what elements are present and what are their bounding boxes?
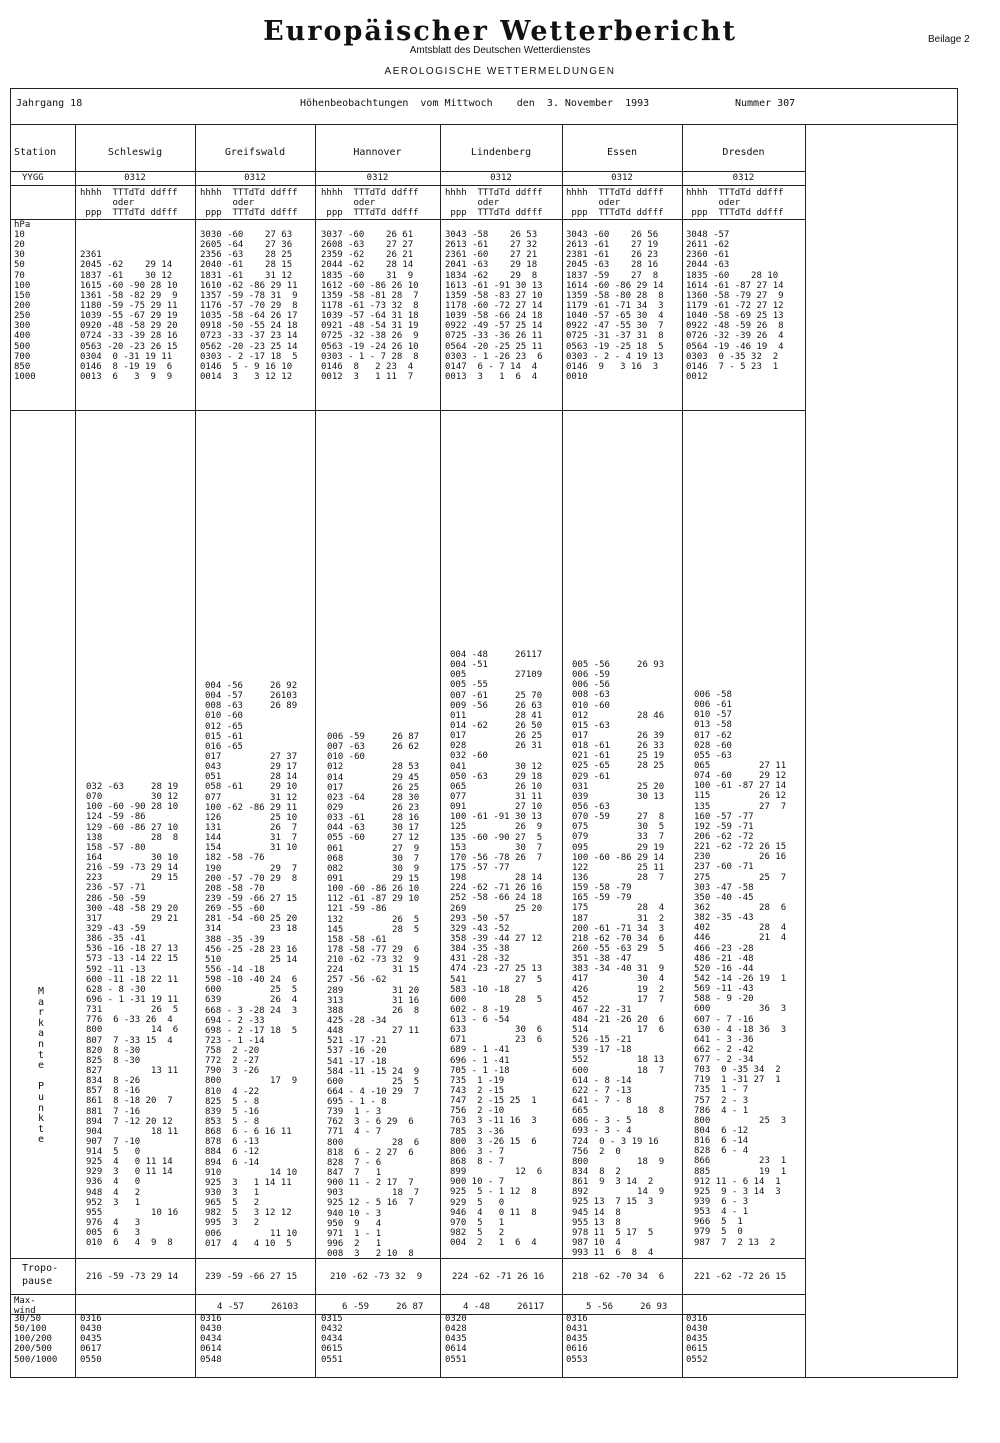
hpa-label: hPa [14,220,31,230]
tropopause-values: 224 -62 -71 26 16 [452,1272,545,1282]
maxwind-values: 4 -48 26117 [463,1302,545,1312]
column-header: hhhh TTTdTd ddfff oder ppp TTTdTd ddfff [445,188,543,219]
shear-values: 0316 0430 0435 0617 0550 [80,1314,102,1365]
rule [10,1294,805,1295]
column-header: hhhh TTTdTd ddfff oder ppp TTTdTd ddfff [566,188,664,219]
station-yygg: 0312 [490,173,512,183]
tropopause-label: Tropo- pause [22,1263,59,1287]
rule [10,410,805,411]
station-yygg: 0312 [124,173,146,183]
standard-levels: 3043 -58 26 53 2613 -61 27 32 2361 -60 27 21 2041 -63 29 18 1834 -62 29 8 1613 -61 -91 30 13 1359 -58 -83 27 10 1178 -60 -72 27 14 1039 -58 -66 24 18 0922 -49 -57 25 14 0725 -33 -36 26 11 0564 -20 -25 25 11 0303 - 1 -26 23 6 0147 6 - 7 14 4 0013 3 1 6 4 [445,230,543,382]
column-header: hhhh TTTdTd ddfff oder ppp TTTdTd ddfff [80,188,178,219]
supplement-label: Beilage 2 [928,34,970,45]
volume-label: Jahrgang 18 [16,98,83,109]
maxwind-values: 6 -59 26 87 [342,1302,424,1312]
shear-values: 0315 0432 0434 0615 0551 [321,1314,343,1365]
report-subtitle: Amtsblatt des Deutschen Wetterdienstes [409,45,591,56]
station-name: Schleswig [107,147,163,158]
shear-values: 0316 0430 0435 0615 0552 [686,1314,708,1365]
tropopause-values: 218 -62 -70 34 6 [572,1272,665,1282]
significant-points: 004 -56 26 92 004 -57 26103 008 -63 26 89 010 -60 012 -65 015 -61 016 -65 017 27 37 043 29 17 051 28 14 058 -61 29 10 077 31 12 100 -62 -86 29 11 126 25 10 131 26 7 144 31 7 154 31 10 182 -58 -76 190 29 7 200 -57 -70 29 8 208 -58 -70 239 -59 -66 27 15 269 -55 -60 281 -54 -60 25 20 314 23 18 388 -35 -39 456 -25 -28 23 16 510 25 14 556 -14 -18 598 -10 -40 24 6 600 25 5 639 26 4 668 - 3 -28 24 3 694 - 2 -33 698 - 2 -17 18 5 723 - 1 -14 758 2 -20 772 2 -27 790 3 -26 800 17 9 810 4 -22 825 5 - 8 839 5 -16 853 5 - 8 868 6 - 6 16 11 878 6 -13 884 6 -12 894 6 -14 910 14 10 925 3 1 14 11 930 3 1 965 5 2 982 5 3 12 12 995 3 2 006 11 10 017 4 4 10 5 [205,681,298,1249]
shear-values: 0320 0428 0435 0614 0551 [445,1314,467,1365]
station-name: Dresden [722,147,765,158]
column-header: hhhh TTTdTd ddfff oder ppp TTTdTd ddfff [321,188,419,219]
column-divider [805,124,806,1378]
column-header: hhhh TTTdTd ddfff oder ppp TTTdTd ddfff [686,188,784,219]
significant-points: 005 -56 26 93 006 -59 006 -56 008 -63 010 -60 012 28 46 015 -63 017 26 39 018 -61 26 33 021 -61 25 19 025 -65 28 25 029 -61 031 25 20 039 30 13 056 -63 070 -59 27 8 075 30 5 079 33 7 095 29 19 100 -60 -86 29 14 122 25 11 136 28 7 159 -58 -79 165 -59 -79 175 28 4 187 31 2 200 -61 -71 34 3 218 -62 -70 34 6 260 -55 -63 29 5 351 -38 -47 383 -34 -40 31 9 417 30 4 426 19 2 452 17 7 467 -22 -31 484 -21 -26 20 6 514 17 6 526 -15 -21 539 -17 -18 552 18 13 600 18 7 614 - 8 -14 622 - 7 -13 641 - 7 - 8 665 18 8 686 - 3 - 5 693 - 3 - 4 724 0 - 3 19 16 756 2 0 800 18 9 834 8 2 861 9 3 14 2 892 14 9 925 13 7 15 3 945 14 8 955 13 8 978 11 5 17 5 987 10 4 993 11 6 8 4 [572,660,665,1259]
station-yygg: 0312 [366,173,389,183]
rule [10,171,805,172]
tropopause-values: 210 -62 -73 32 9 [330,1272,423,1282]
column-divider [195,124,196,1378]
standard-levels: 3037 -60 26 61 2608 -63 27 27 2359 -62 26 21 2044 -62 28 14 1835 -60 31 9 1612 -60 -86 26 10 1359 -58 -81 28 7 1178 -61 -73 32 8 1039 -57 -64 31 18 0921 -48 -54 31 19 0725 -32 -38 26 9 0563 -19 -24 26 10 0303 - 1 - 7 28 8 0146 8 2 23 4 0012 3 1 11 7 [321,230,419,382]
shear-values: 0316 0430 0434 0614 0548 [200,1314,222,1365]
station-name: Essen [606,147,638,158]
significant-points: 032 -63 28 19 070 30 12 100 -60 -90 28 10 124 -59 -86 129 -60 -86 27 10 138 28 8 158 -57 -80 164 30 10 216 -59 -73 29 14 223 29 15 236 -57 -71 286 -50 -59 300 -48 -58 29 20 317 29 21 329 -43 -59 386 -35 -41 536 -16 -18 27 13 573 -13 -14 22 15 592 -11 -13 600 -11 -18 22 11 628 - 8 -30 696 - 1 -31 19 11 731 26 5 776 6 -33 26 4 800 14 6 807 7 -33 15 4 820 8 -30 825 8 -30 827 13 11 834 8 -26 857 8 -16 861 8 -18 20 7 881 7 -16 894 7 -12 20 12 904 18 11 907 7 -10 914 5 0 925 4 0 11 14 929 3 0 11 14 936 4 0 948 4 2 952 3 1 955 10 16 976 4 3 005 6 3 010 6 4 9 8 [86,782,179,1249]
pressure-levels: 10 20 30 50 70 100 150 200 250 300 400 500 700 850 1000 [14,230,36,382]
tropopause-values: 216 -59 -73 29 14 [86,1272,179,1282]
rule [10,219,805,220]
column-divider [682,124,683,1378]
standard-levels: 3048 -57 2611 -62 2360 -61 2044 -63 1835 -60 28 10 1614 -61 -87 27 14 1360 -58 -79 27 9 1179 -61 -72 27 12 1040 -58 -69 25 13 0922 -48 -59 26 8 0726 -32 -39 26 4 0564 -19 -46 19 4 0303 0 -35 32 2 0146 7 - 5 23 1 0012 [686,230,784,382]
standard-levels: 3043 -60 26 56 2613 -61 27 19 2381 -61 26 23 2045 -63 28 16 1837 -59 27 8 1614 -60 -86 29 14 1359 -58 -80 28 8 1179 -61 -71 34 3 1040 -57 -65 30 4 0922 -47 -55 30 7 0725 -31 -37 31 8 0563 -19 -25 18 5 0303 - 2 - 4 19 13 0146 9 3 16 3 0010 [566,230,664,382]
station-label: Station [14,147,57,158]
section-title: AEROLOGISCHE WETTERMELDUNGEN [384,66,616,77]
station-yygg: 0312 [244,173,266,183]
station-yygg: 0312 [611,173,633,183]
significant-points: 006 -58 006 -61 010 -57 013 -58 017 -62 028 -60 055 -63 065 27 11 074 -60 29 12 100 -61 -87 27 14 115 26 12 135 27 7 160 -57 -77 192 -59 -71 206 -62 -72 221 -62 -72 26 15 230 26 16 237 -60 -71 275 25 7 303 -47 -58 350 -40 -45 362 28 6 382 -35 -43 402 28 4 446 21 4 466 -23 -28 486 -21 -48 520 -16 -44 542 -14 -26 19 1 569 -11 -43 588 - 9 -20 600 36 3 607 - 7 -16 630 - 4 -18 36 3 641 - 3 -36 662 - 2 -42 677 - 2 -34 703 0 -35 34 2 719 1 -31 27 1 735 1 - 7 757 2 - 3 786 4 - 1 800 25 3 804 6 -12 816 6 -14 828 6 - 4 866 23 1 885 19 1 912 11 - 6 14 1 925 9 - 3 14 3 939 6 - 3 953 4 - 1 966 5 1 979 5 0 987 7 2 13 2 [694,690,787,1248]
shear-values: 0316 0431 0435 0616 0553 [566,1314,588,1365]
tropopause-values: 239 -59 -66 27 15 [205,1272,298,1282]
column-divider [315,124,316,1378]
yygg-label: YYGG [22,173,44,183]
rule [10,124,958,125]
column-divider [75,124,76,1378]
tropopause-values: 221 -62 -72 26 15 [694,1272,787,1282]
station-name: Hannover [353,147,402,158]
standard-levels: 2361 2045 -62 29 14 1837 -61 30 12 1615 -60 -90 28 10 1361 -58 -82 29 9 1180 -59 -75 29 11 1039 -55 -67 29 19 0920 -48 -58 29 20 0724 -33 -39 28 16 0563 -20 -23 26 15 0304 0 -31 19 11 0146 8 -19 19 6 0013 6 3 9 9 [80,250,178,382]
markante-punkte-label: M a r k a n t e P u n k t e [38,986,45,1146]
station-name: Lindenberg [470,147,532,158]
significant-points: 006 -59 26 87 007 -63 26 62 010 -60 012 28 53 014 29 45 017 26 25 023 -64 28 30 029 26 23 033 -61 28 16 044 -63 30 17 055 -60 27 12 061 27 9 068 30 7 082 30 9 091 29 15 100 -60 -86 26 10 112 -61 -87 29 10 121 -59 -86 132 26 5 145 28 5 158 -58 -61 178 -58 -77 29 6 210 -62 -73 32 9 224 31 15 257 -56 -62 289 31 20 313 31 16 388 26 8 425 -28 -34 448 27 11 521 -17 -21 537 -16 -20 541 -17 -18 584 -11 -15 24 9 600 25 5 664 - 4 -10 29 7 695 - 1 - 8 739 1 - 3 762 3 - 6 29 6 771 4 - 7 800 28 6 818 6 - 2 27 6 828 7 - 6 847 7 1 900 11 - 2 17 7 903 18 7 925 12 - 5 16 7 940 10 - 3 950 9 4 971 1 - 1 996 2 1 008 3 2 10 8 [327,732,420,1260]
column-header: hhhh TTTdTd ddfff oder ppp TTTdTd ddfff [200,188,298,219]
column-divider [440,124,441,1378]
shear-layer-labels: 30/50 50/100 100/200 200/500 500/1000 [14,1314,58,1365]
significant-points: 004 -48 26117 004 -51 005 27109 005 -55 007 -61 25 70 009 -56 26 63 011 28 41 014 -62 26 50 017 26 25 028 26 31 032 -60 041 30 12 050 -63 29 18 065 26 10 077 31 11 091 27 10 100 -61 -91 30 13 125 26 9 135 -60 -90 27 5 153 30 7 170 -56 -78 26 7 175 -57 -77 198 28 14 224 -62 -71 26 16 252 -58 -66 24 18 269 25 20 293 -50 -57 329 -43 -52 358 -39 -44 27 12 384 -35 -38 431 -28 -32 474 -23 -27 25 13 541 27 5 583 -10 -18 600 28 5 602 - 8 -19 613 - 6 -54 633 30 6 671 23 6 689 - 1 -41 696 - 1 -41 705 - 1 -18 735 1 -19 743 2 -15 747 2 -15 25 1 756 2 -10 763 3 -11 16 3 785 3 -36 800 3 -26 15 6 806 3 - 7 868 8 - 7 899 12 6 900 10 - 7 925 5 - 1 12 8 929 5 0 946 4 0 11 8 970 5 1 982 5 2 004 2 1 6 4 [450,650,543,1249]
observation-line: Höhenbeobachtungen vom Mittwoch den 3. November 1993 [300,98,650,109]
standard-levels: 3030 -60 27 63 2605 -64 27 36 2356 -63 28 25 2040 -61 28 15 1831 -61 31 12 1610 -62 -86 29 11 1357 -59 -78 31 9 1176 -57 -70 29 8 1035 -58 -64 26 17 0918 -50 -55 24 18 0723 -33 -37 23 14 0562 -20 -23 25 14 0303 - 2 -17 18 5 0146 5 - 9 16 10 0014 3 3 12 12 [200,230,298,382]
issue-number: Nummer 307 [735,98,796,109]
station-name: Greifswald [224,147,286,158]
column-divider [562,124,563,1378]
report-title: Europäischer Wetterbericht [263,16,737,47]
maxwind-values: 5 -56 26 93 [586,1302,668,1312]
rule [10,185,805,186]
station-yygg: 0312 [732,173,755,183]
maxwind-values: 4 -57 26103 [217,1302,299,1312]
maxwind-label: Max- wind [14,1296,36,1316]
